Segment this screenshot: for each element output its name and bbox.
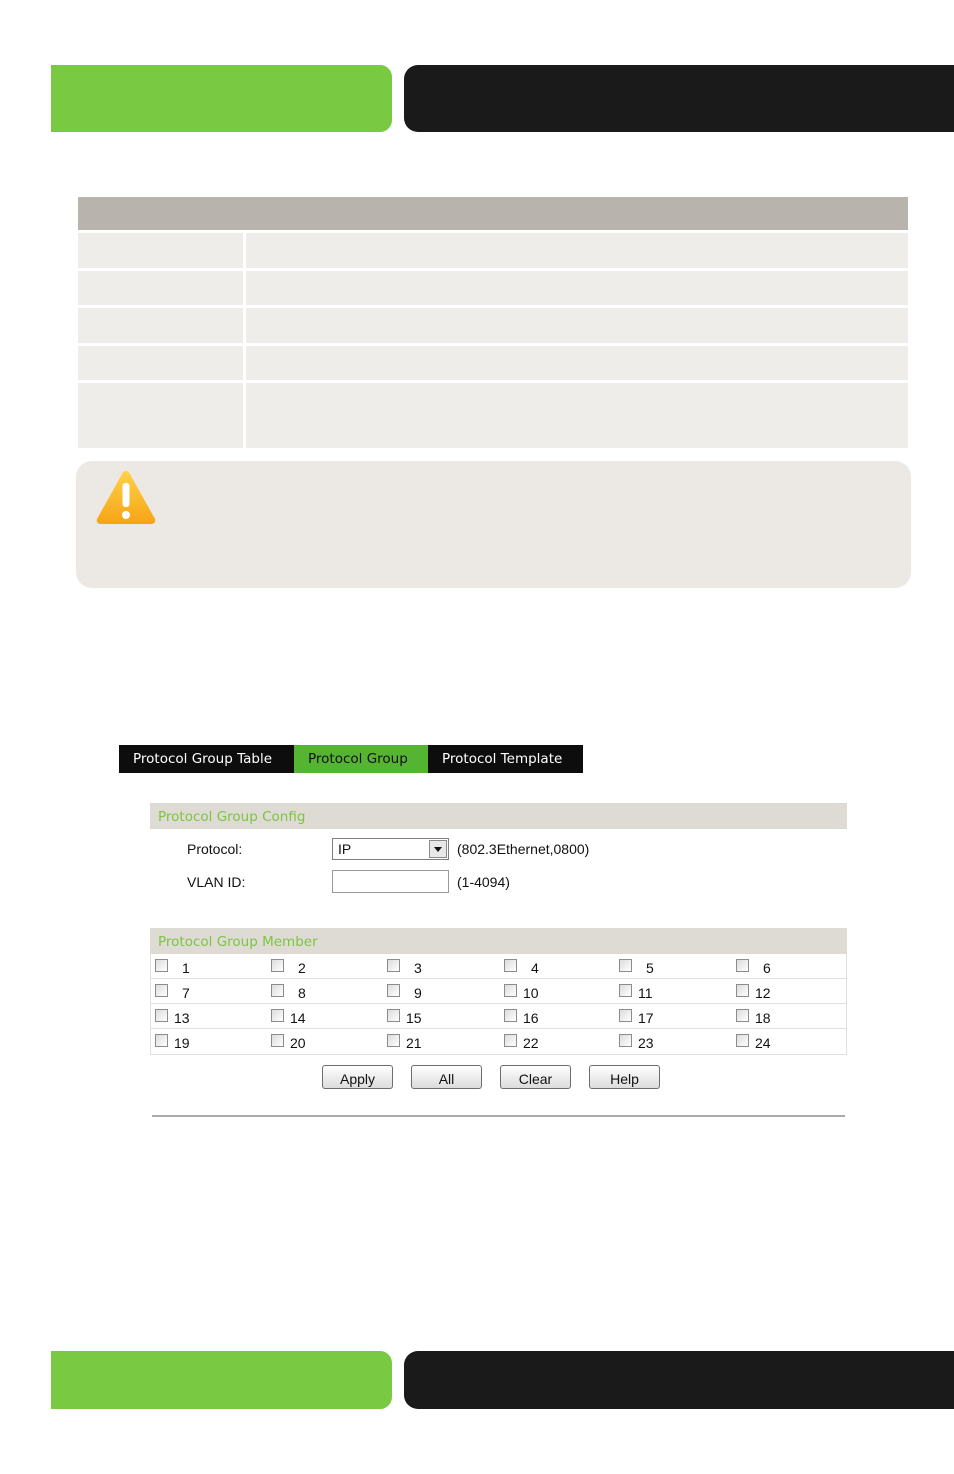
tab-protocol-template[interactable]: Protocol Template bbox=[442, 751, 563, 767]
port-2-checkbox[interactable] bbox=[271, 959, 284, 972]
table-row bbox=[78, 383, 908, 448]
footer-green-bar bbox=[51, 1351, 392, 1409]
port-16-label: 16 bbox=[523, 1010, 539, 1026]
table-cell bbox=[246, 308, 908, 343]
chevron-down-icon[interactable] bbox=[429, 840, 447, 858]
port-11-label: 11 bbox=[638, 985, 653, 1001]
clear-button[interactable]: Clear bbox=[500, 1065, 571, 1089]
header-green-bar bbox=[51, 65, 392, 132]
port-4-label: 4 bbox=[531, 960, 539, 976]
port-11-checkbox[interactable] bbox=[619, 984, 632, 997]
config-section-header: Protocol Group Config bbox=[150, 803, 847, 829]
table-cell bbox=[246, 271, 908, 305]
port-12-checkbox[interactable] bbox=[736, 984, 749, 997]
port-24-checkbox[interactable] bbox=[736, 1034, 749, 1047]
port-8-label: 8 bbox=[298, 985, 306, 1001]
port-24-label: 24 bbox=[755, 1035, 771, 1051]
table-cell bbox=[78, 383, 243, 448]
port-22-label: 22 bbox=[523, 1035, 539, 1051]
port-10-label: 10 bbox=[523, 985, 539, 1001]
port-12-label: 12 bbox=[755, 985, 771, 1001]
port-9-label: 9 bbox=[414, 985, 422, 1001]
port-14-checkbox[interactable] bbox=[271, 1009, 284, 1022]
table-row bbox=[78, 308, 908, 343]
table-cell bbox=[246, 346, 908, 380]
table-cell bbox=[246, 383, 908, 448]
table-cell bbox=[78, 308, 243, 343]
port-15-label: 15 bbox=[406, 1010, 422, 1026]
table-row bbox=[78, 233, 908, 268]
port-20-checkbox[interactable] bbox=[271, 1034, 284, 1047]
vlan-id-hint: (1-4094) bbox=[457, 874, 510, 890]
port-13-checkbox[interactable] bbox=[155, 1009, 168, 1022]
port-15-checkbox[interactable] bbox=[387, 1009, 400, 1022]
all-button[interactable]: All bbox=[411, 1065, 482, 1089]
table-row bbox=[78, 271, 908, 305]
port-13-label: 13 bbox=[174, 1010, 190, 1026]
port-5-checkbox[interactable] bbox=[619, 959, 632, 972]
port-19-checkbox[interactable] bbox=[155, 1034, 168, 1047]
port-18-label: 18 bbox=[755, 1010, 771, 1026]
help-button[interactable]: Help bbox=[589, 1065, 660, 1089]
port-5-label: 5 bbox=[646, 960, 654, 976]
table-cell bbox=[78, 346, 243, 380]
apply-button[interactable]: Apply bbox=[322, 1065, 393, 1089]
vlan-id-input[interactable] bbox=[332, 870, 449, 893]
port-7-label: 7 bbox=[182, 985, 190, 1001]
port-17-checkbox[interactable] bbox=[619, 1009, 632, 1022]
table-header bbox=[78, 197, 908, 230]
form-divider bbox=[152, 1115, 845, 1117]
port-21-label: 21 bbox=[406, 1035, 422, 1051]
caution-box bbox=[76, 461, 911, 588]
protocol-hint: (802.3Ethernet,0800) bbox=[457, 841, 590, 857]
warning-triangle-icon bbox=[95, 469, 157, 525]
port-3-checkbox[interactable] bbox=[387, 959, 400, 972]
port-17-label: 17 bbox=[638, 1010, 654, 1026]
port-3-label: 3 bbox=[414, 960, 422, 976]
header-black-bar bbox=[404, 65, 954, 132]
port-6-checkbox[interactable] bbox=[736, 959, 749, 972]
port-9-checkbox[interactable] bbox=[387, 984, 400, 997]
protocol-label: Protocol: bbox=[187, 841, 243, 857]
table-row bbox=[78, 346, 908, 380]
port-22-checkbox[interactable] bbox=[504, 1034, 517, 1047]
port-1-label: 1 bbox=[182, 960, 190, 976]
port-4-checkbox[interactable] bbox=[504, 959, 517, 972]
protocol-select-value: IP bbox=[338, 841, 352, 857]
config-tab-bar bbox=[119, 745, 583, 773]
port-1-checkbox[interactable] bbox=[155, 959, 168, 972]
port-16-checkbox[interactable] bbox=[504, 1009, 517, 1022]
port-21-checkbox[interactable] bbox=[387, 1034, 400, 1047]
tab-protocol-group[interactable]: Protocol Group bbox=[294, 745, 428, 773]
port-20-label: 20 bbox=[290, 1035, 306, 1051]
port-18-checkbox[interactable] bbox=[736, 1009, 749, 1022]
table-cell bbox=[78, 233, 243, 268]
port-10-checkbox[interactable] bbox=[504, 984, 517, 997]
protocol-select[interactable] bbox=[332, 838, 449, 860]
table-cell bbox=[246, 233, 908, 268]
table-cell bbox=[78, 271, 243, 305]
port-7-checkbox[interactable] bbox=[155, 984, 168, 997]
port-8-checkbox[interactable] bbox=[271, 984, 284, 997]
port-19-label: 19 bbox=[174, 1035, 190, 1051]
description-table bbox=[78, 233, 908, 448]
port-23-label: 23 bbox=[638, 1035, 654, 1051]
port-2-label: 2 bbox=[298, 960, 306, 976]
port-6-label: 6 bbox=[763, 960, 771, 976]
port-23-checkbox[interactable] bbox=[619, 1034, 632, 1047]
port-14-label: 14 bbox=[290, 1010, 306, 1026]
footer-black-bar bbox=[404, 1351, 954, 1409]
member-section-header: Protocol Group Member bbox=[150, 928, 847, 954]
vlan-id-label: VLAN ID: bbox=[187, 874, 246, 890]
tab-protocol-group-table[interactable]: Protocol Group Table bbox=[133, 751, 272, 767]
